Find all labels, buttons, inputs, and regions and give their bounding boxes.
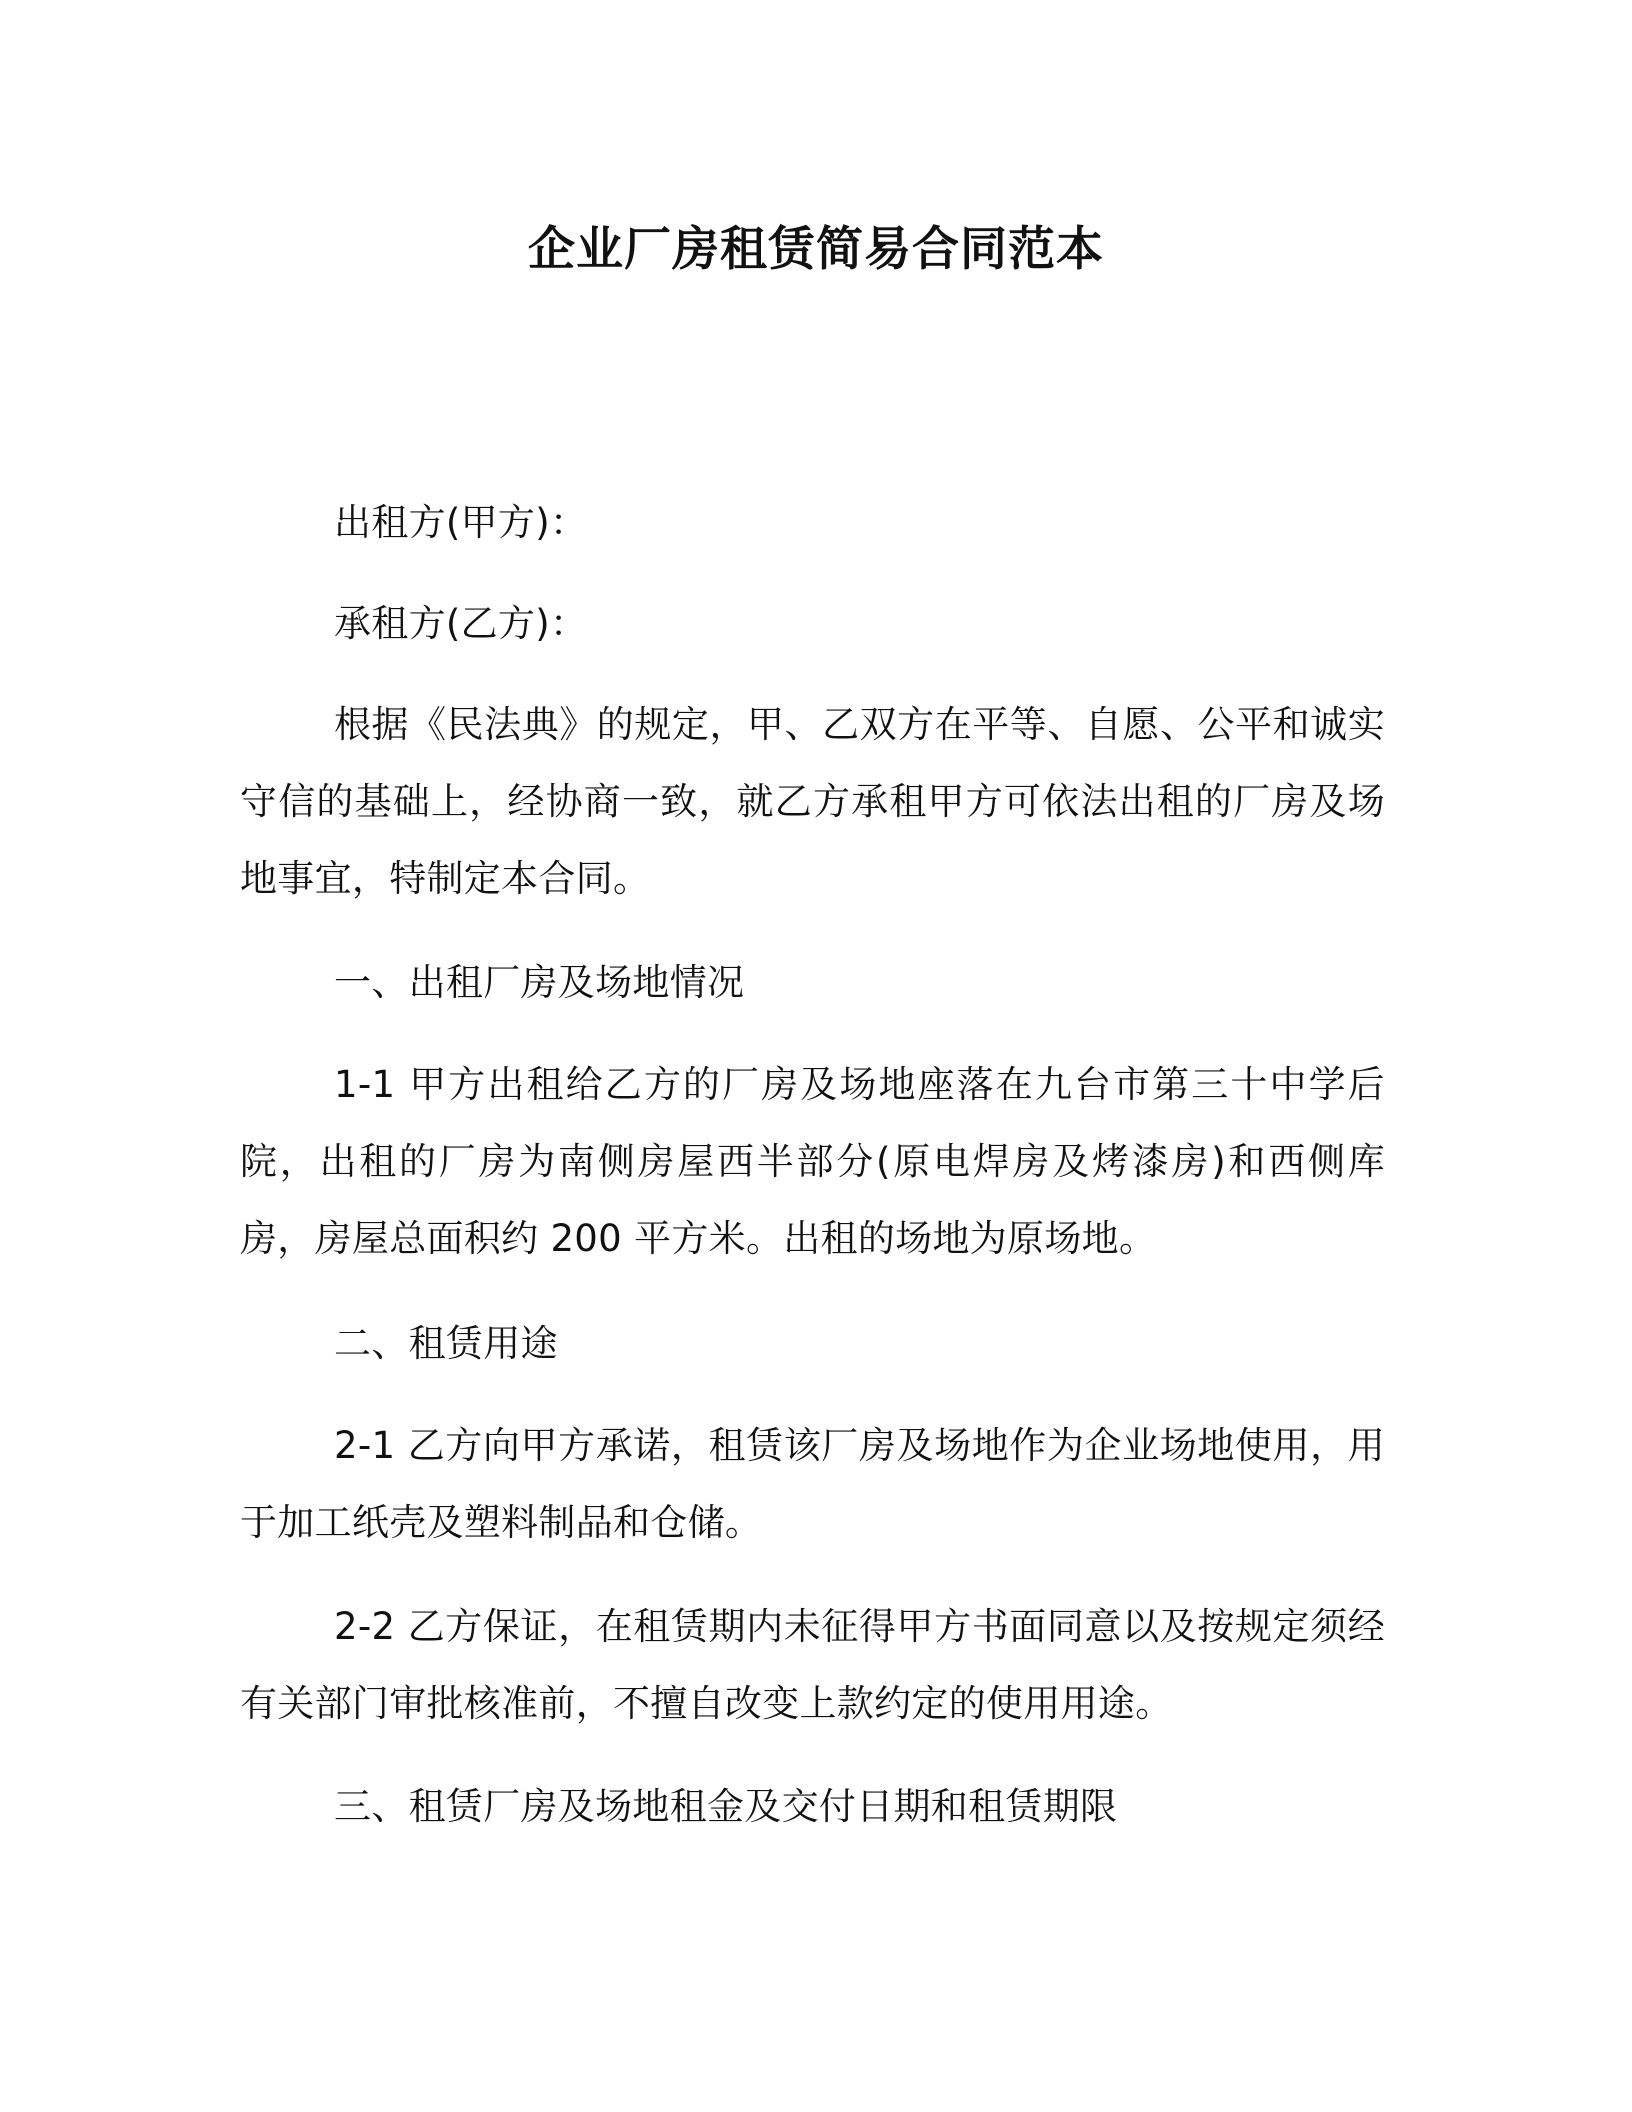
document-title: 企业厂房租赁简易合同范本 — [528, 222, 1104, 277]
lessee-line: 承租方(乙方)： — [334, 602, 588, 645]
section-heading-2: 二、租赁用途 — [334, 1322, 558, 1365]
lessor-line: 出租方(甲方)： — [334, 501, 588, 544]
section-heading-1: 一、出租厂房及场地情况 — [334, 961, 745, 1004]
preamble-paragraph: 根据《民法典》的规定，甲、乙双方在平等、自愿、公平和诚实守信的基础上，经协商一致，就乙方承租甲方可依法出租的厂房及场地事宜，特制定本合同。 — [240, 703, 1385, 900]
clause-2-1: 2-1 乙方向甲方承诺，租赁该厂房及场地作为企业场地使用，用于加工纸壳及塑料制品和仓储。 — [240, 1424, 1385, 1544]
section-heading-3: 三、租赁厂房及场地租金及交付日期和租赁期限 — [334, 1785, 1118, 1828]
clause-1-1: 1-1 甲方出租给乙方的厂房及场地座落在九台市第三十中学后院，出租的厂房为南侧房屋西半部分(原电焊房及烤漆房)和西侧库房，房屋总面积约 200 平方米。出租的场地为原场地。 — [240, 1063, 1385, 1260]
clause-2-2: 2-2 乙方保证，在租赁期内未征得甲方书面同意以及按规定须经有关部门审批核准前，不擅自改变上款约定的使用用途。 — [240, 1605, 1385, 1725]
